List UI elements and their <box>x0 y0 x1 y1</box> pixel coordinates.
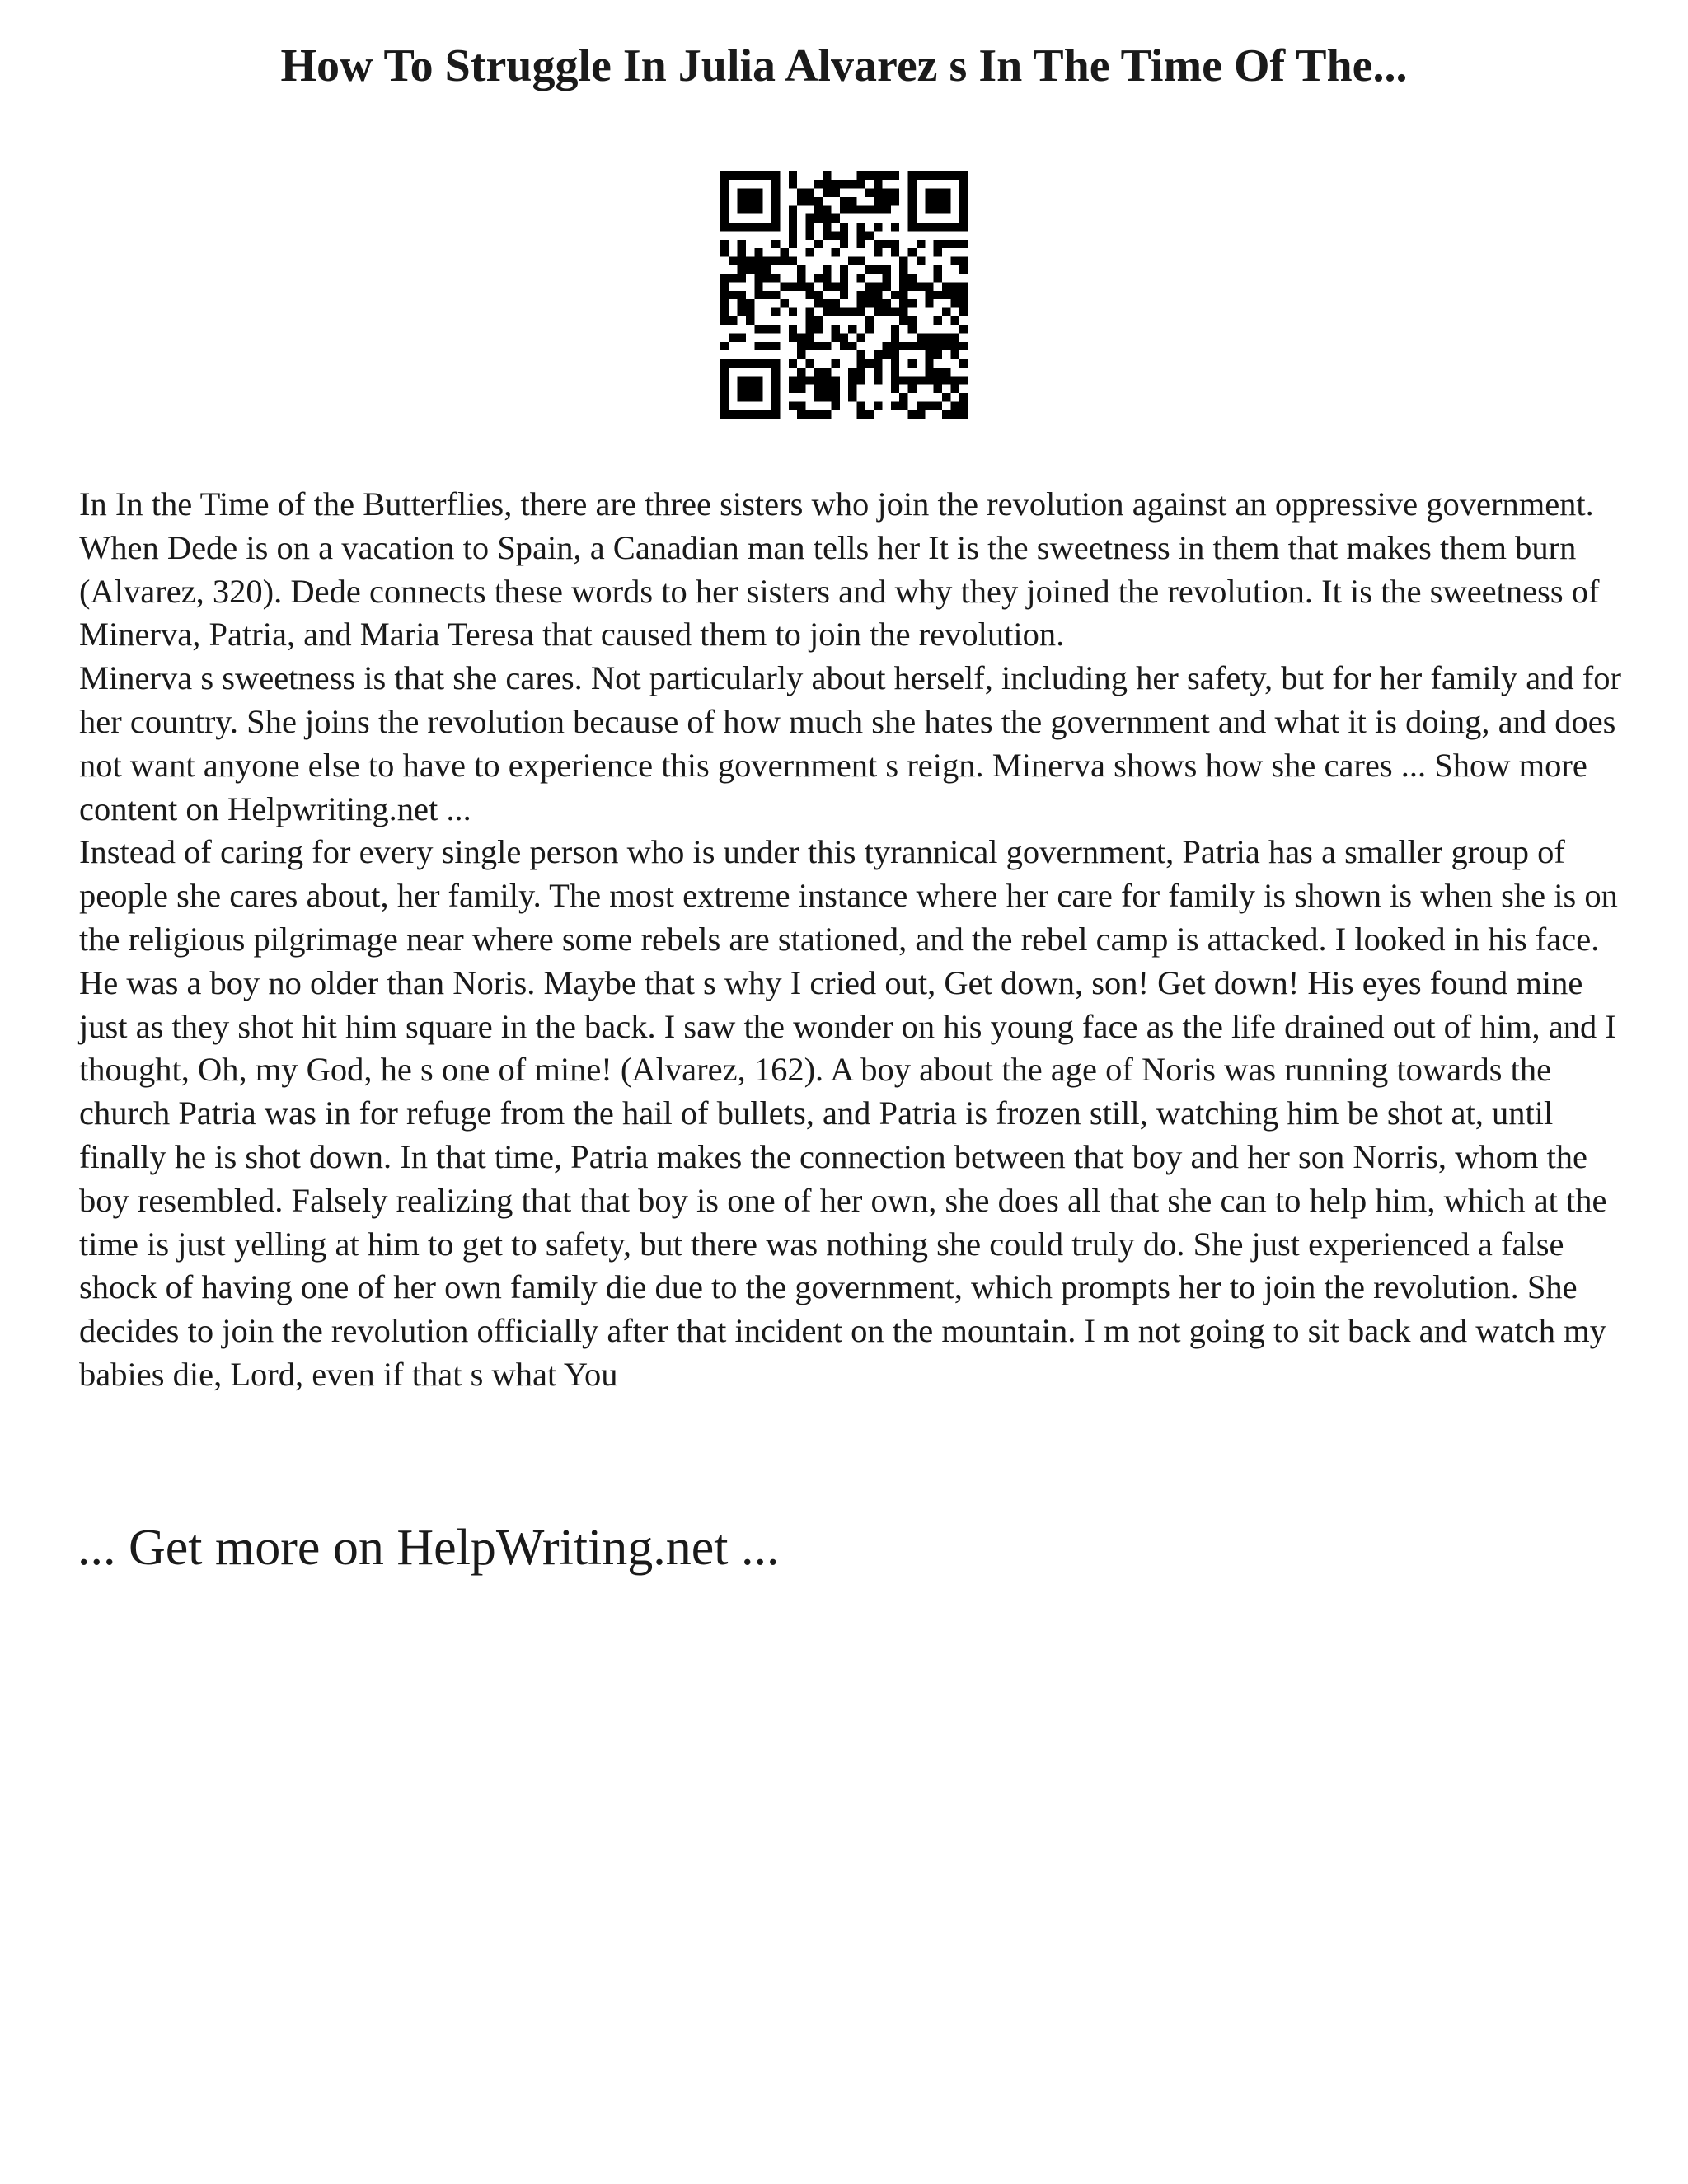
article-body <box>79 483 1629 1397</box>
qr-code-icon <box>720 171 968 419</box>
paragraph: Instead of caring for every single person who is under this tyrannical government, Patria has a smaller group of people she cares about, her family. The most extreme instance where her care for family is shown is when she is on the religious pilgrimage near where some rebels are stationed, and the rebel camp is attacked. I looked in his face. He was a boy no older than Noris. Maybe that s why I cried out, Get down, son! Get down! His eyes found mine just as they shot hit him square in the back. I saw the wonder on his young face as the life drained out of him, and I thought, Oh, my God, he s one of mine! (Alvarez, 162). A boy about the age of Noris was running towards the church Patria was in for refuge from the hail of bullets, and Patria is frozen still, watching him be shot at, until finally he is shot down. In that time, Patria makes the connection between that boy and her son Norris, whom the boy resembled. Falsely realizing that that boy is one of her own, she does all that she can to help him, which at the time is just yelling at him to get to safety, but there was nothing she could truly do. She just experienced a false shock of having one of her own family die due to the government, which prompts her to join the revolution. She decides to join the revolution officially after that incident on the mountain. I m not going to sit back and watch my babies die, Lord, even if that s what You <box>79 833 1618 1393</box>
paragraph: Minerva s sweetness is that she cares. Not particularly about herself, including her safety, but for her family and for her country. She joins the revolution because of how much she hates the government and what it is doing, and does not want anyone else to have to experience this government s reign. Minerva shows how she cares ... Show more content on Helpwriting.net ... <box>79 659 1622 827</box>
paragraph: In In the Time of the Butterflies, there are three sisters who join the revolution against an oppressive government. When Dede is on a vacation to Spain, a Canadian man tells her It is the sweetness in them that makes them burn (Alvarez, 320). Dede connects these words to her sisters and why they joined the revolution. It is the sweetness of Minerva, Patria, and Maria Teresa that caused them to join the revolution. <box>79 485 1600 654</box>
get-more-link[interactable]: ... Get more on HelpWriting.net ... <box>77 1520 780 1576</box>
page-title: How To Struggle In Julia Alvarez s In The Time Of The... <box>280 40 1408 91</box>
